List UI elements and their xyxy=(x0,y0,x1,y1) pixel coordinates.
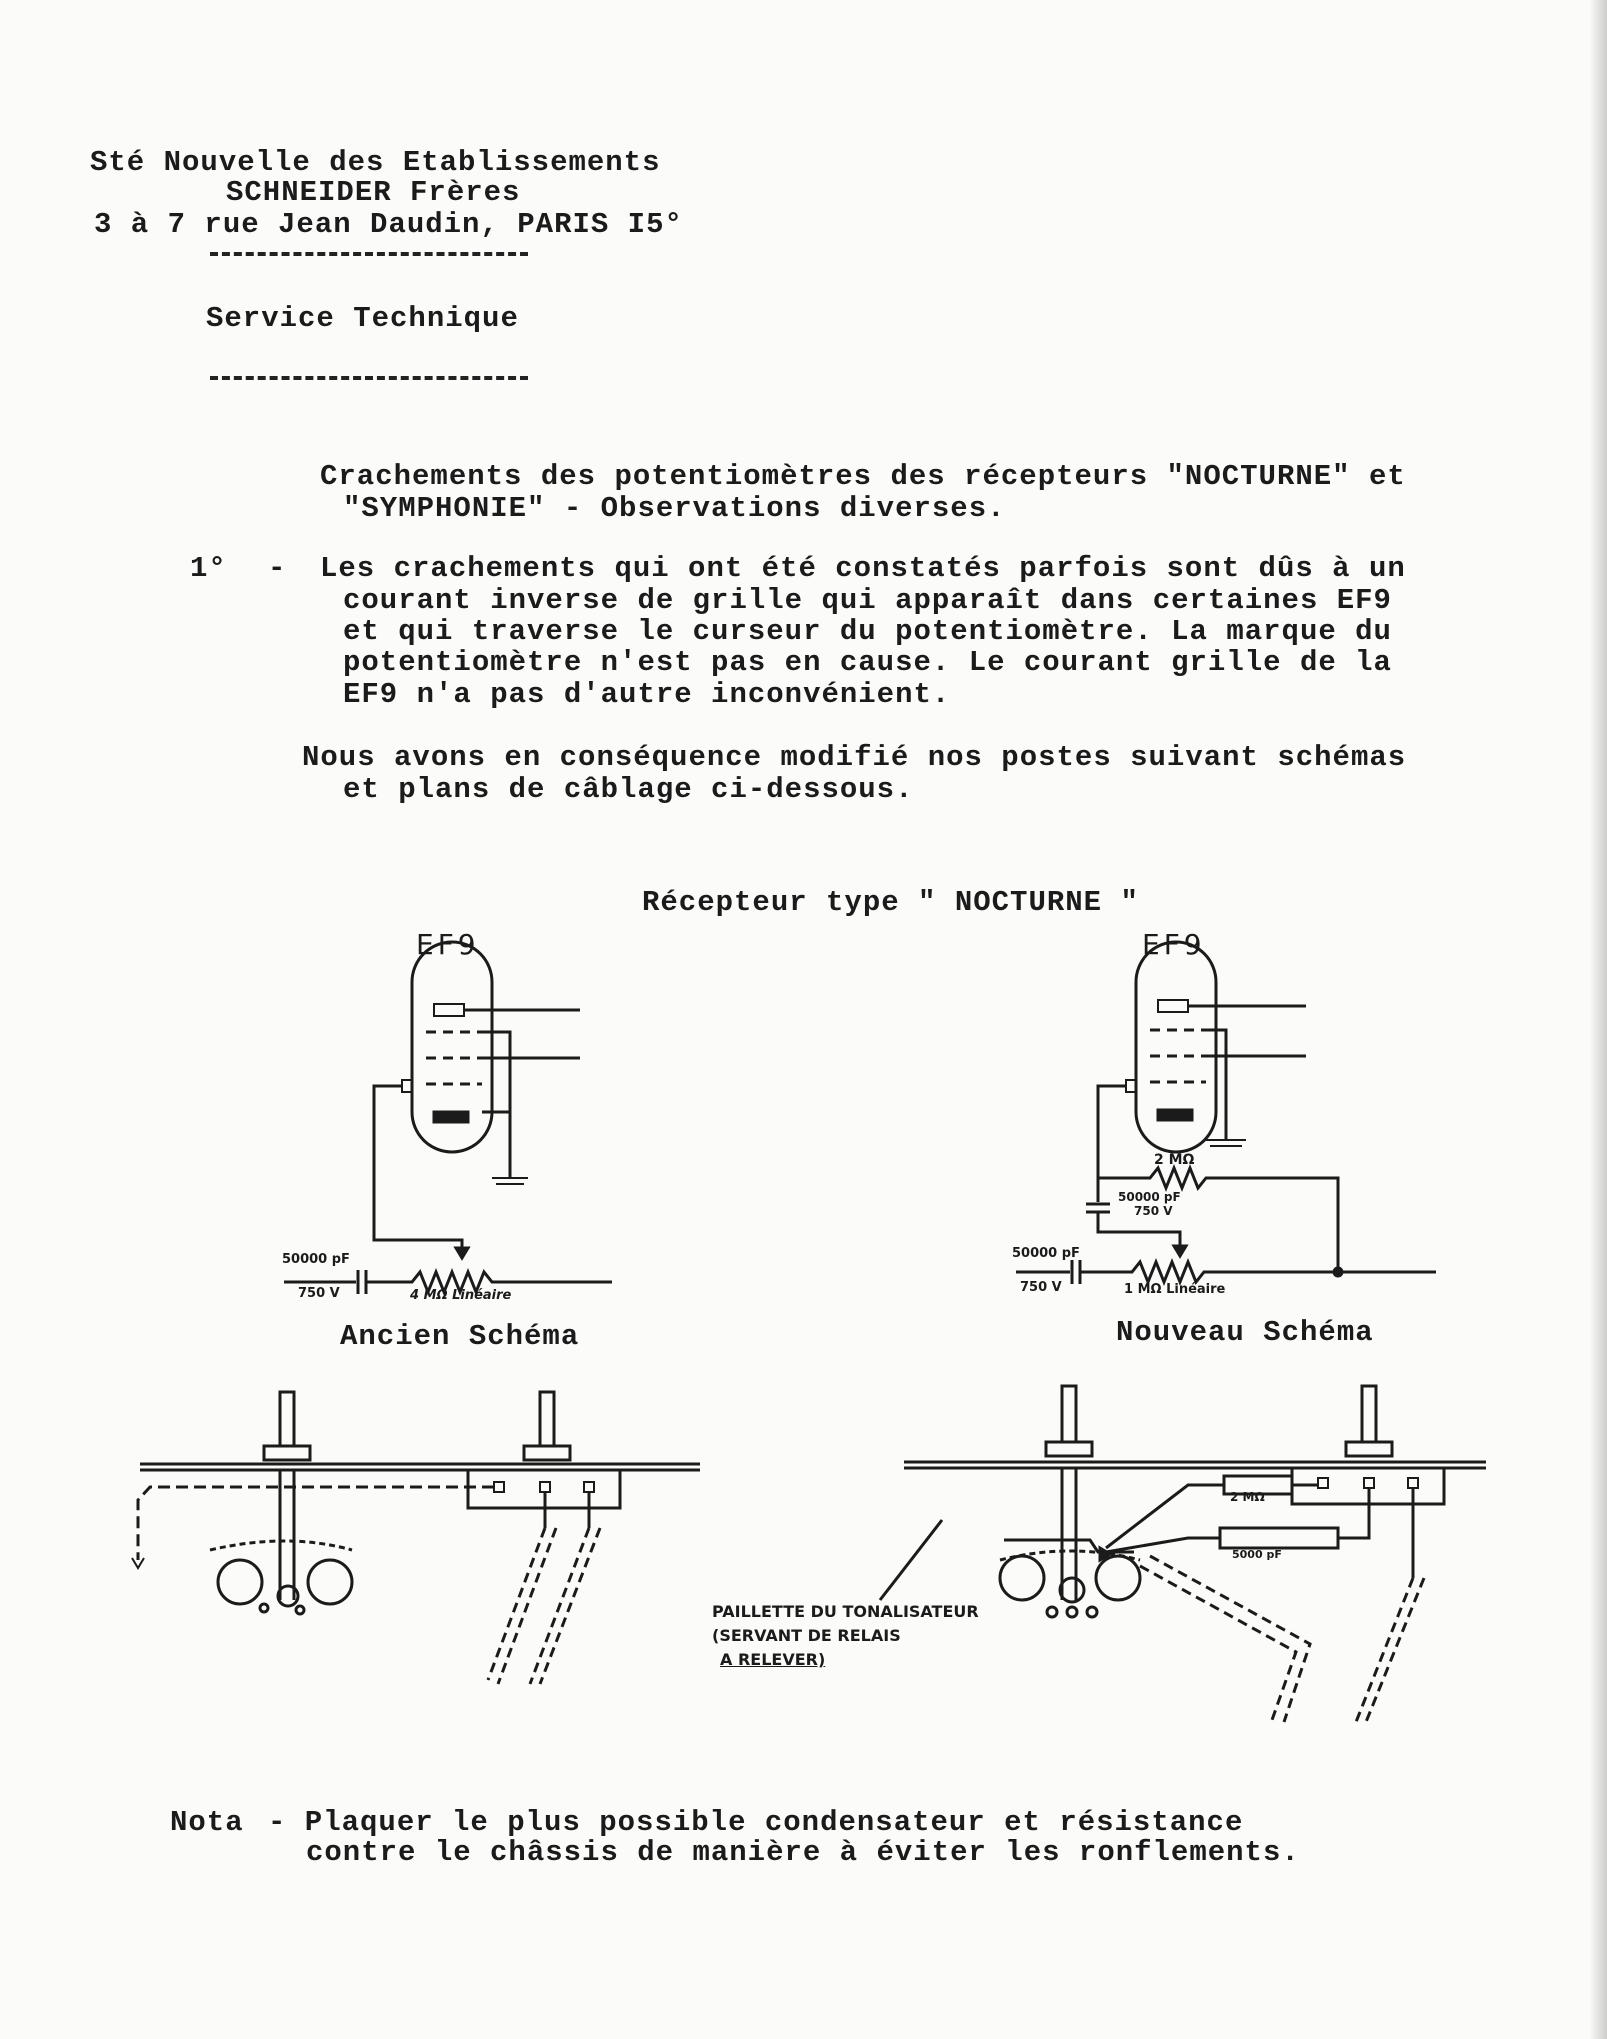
nota-label: Nota xyxy=(170,1806,244,1839)
new-cap-voltage: 750 V xyxy=(1020,1280,1062,1295)
paillette-note-line-1: PAILLETTE DU TONALISATEUR xyxy=(712,1602,979,1621)
old-schema-caption: Ancien Schéma xyxy=(340,1320,580,1353)
wiring-resistor-label: 2 MΩ xyxy=(1230,1490,1265,1504)
point-1-line-1: Les crachements qui ont été constatés parfois sont dûs à un xyxy=(320,552,1406,585)
old-cap-voltage: 750 V xyxy=(298,1286,340,1301)
point-1-line-2: courant inverse de grille qui apparaît dans certaines EF9 xyxy=(343,584,1392,617)
wiring-capacitor-label: 5000 pF xyxy=(1232,1548,1282,1561)
new-grid-cap-value: 50000 pF xyxy=(1118,1190,1181,1204)
figure-title: Récepteur type " NOCTURNE " xyxy=(642,886,1139,919)
point-1-number: 1° xyxy=(190,552,227,585)
new-schema-caption: Nouveau Schéma xyxy=(1116,1316,1374,1349)
paillette-note-line-3: A RELEVER) xyxy=(720,1650,826,1669)
new-cap-value: 50000 pF xyxy=(1012,1246,1080,1261)
paillette-note-line-2: (SERVANT DE RELAIS xyxy=(712,1626,901,1645)
new-tube-label: EF9 xyxy=(1142,928,1206,961)
subject-line-1: Crachements des potentiomètres des récepteurs "NOCTURNE" et xyxy=(320,460,1406,493)
point-1-line-3: et qui traverse le curseur du potentiomètre. La marque du xyxy=(343,615,1392,648)
old-tube-label: EF9 xyxy=(416,928,480,961)
new-pot-label: 1 MΩ Linéaire xyxy=(1124,1282,1226,1297)
subject-line-2: "SYMPHONIE" - Observations diverses. xyxy=(343,492,1006,525)
old-cap-value: 50000 pF xyxy=(282,1252,350,1267)
point-1-line-5: EF9 n'a pas d'autre inconvénient. xyxy=(343,678,951,711)
letterhead-line-3: 3 à 7 rue Jean Daudin, PARIS I5° xyxy=(94,208,683,241)
nota-line-1: - Plaquer le plus possible condensateur et résistance xyxy=(268,1806,1244,1839)
point-1-line-4: potentiomètre n'est pas en cause. Le courant grille de la xyxy=(343,646,1392,679)
department-title: Service Technique xyxy=(206,302,519,335)
consequence-line-1: Nous avons en conséquence modifié nos postes suivant schémas xyxy=(302,741,1407,774)
old-pot-label: 4 MΩ Linéaire xyxy=(410,1288,512,1303)
letterhead-line-2: SCHNEIDER Frères xyxy=(226,176,521,209)
point-1-dash: - xyxy=(268,552,287,585)
new-resistor-value: 2 MΩ xyxy=(1154,1152,1195,1168)
new-grid-cap-voltage: 750 V xyxy=(1134,1204,1173,1218)
letterhead-line-1: Sté Nouvelle des Etablissements xyxy=(90,146,661,179)
consequence-line-2: et plans de câblage ci-dessous. xyxy=(343,773,914,806)
nota-line-2: contre le châssis de manière à éviter les ronflements. xyxy=(306,1836,1300,1869)
